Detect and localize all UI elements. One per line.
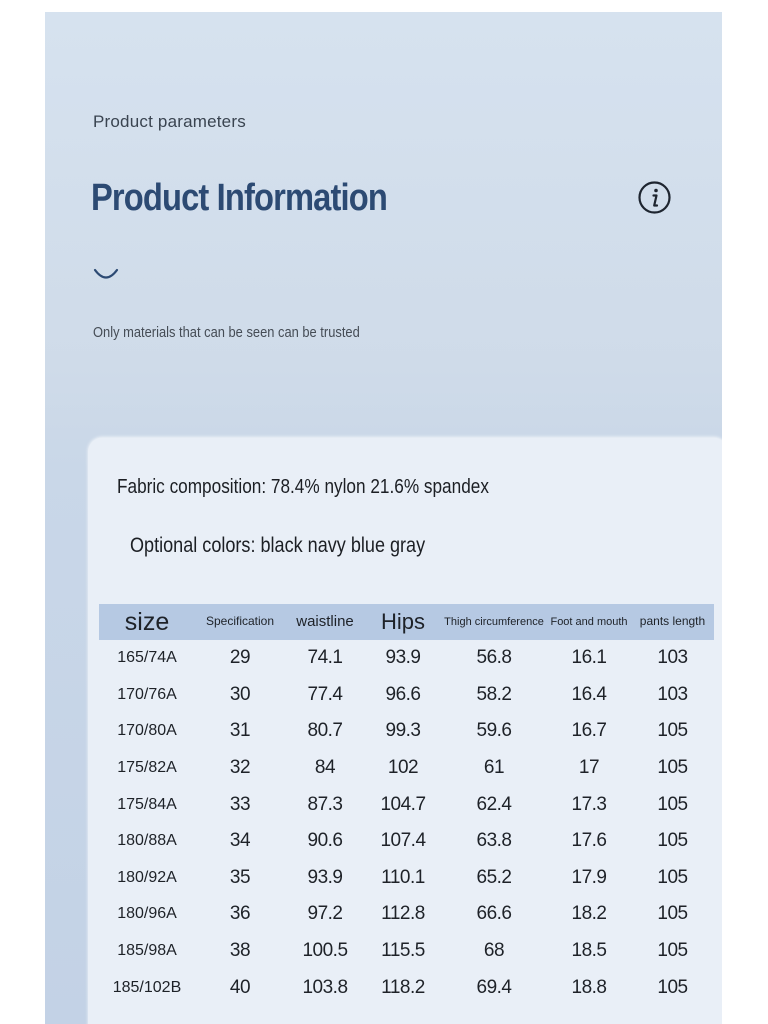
table-cell: 16.7 [571, 720, 607, 742]
table-cell: 180/96A [117, 905, 177, 923]
table-cell: 175/82A [117, 759, 177, 777]
table-cell: 34 [229, 830, 251, 852]
table-cell: 77.4 [307, 683, 343, 705]
table-cell: 18.2 [571, 903, 607, 925]
column-header-pants-length: pants length [639, 614, 706, 629]
table-cell: 65.2 [476, 866, 512, 888]
column-header-hips: Hips [380, 609, 425, 635]
table-cell: 105 [657, 757, 688, 779]
column-header-waistline: waistline [296, 613, 354, 631]
table-cell: 185/98A [117, 942, 177, 960]
table-cell: 56.8 [476, 647, 512, 669]
table-header-row [99, 604, 714, 640]
table-row [99, 933, 714, 970]
table-cell: 40 [229, 976, 251, 998]
table-row [99, 677, 714, 714]
table-cell: 33 [229, 793, 251, 815]
table-cell: 104.7 [380, 793, 426, 815]
table-row [99, 969, 714, 1006]
info-icon [638, 181, 671, 214]
table-cell: 105 [657, 793, 688, 815]
section-kicker: Product parameters [93, 112, 246, 131]
table-cell: 74.1 [307, 647, 343, 669]
spec-card [88, 438, 722, 1024]
table-cell: 30 [229, 683, 251, 705]
table-cell: 105 [657, 976, 688, 998]
table-cell: 18.5 [571, 940, 607, 962]
table-cell: 58.2 [476, 683, 512, 705]
table-cell: 105 [657, 830, 688, 852]
table-cell: 17.9 [571, 866, 607, 888]
table-cell: 66.6 [476, 903, 512, 925]
table-cell: 93.9 [307, 866, 343, 888]
table-cell: 103 [657, 647, 688, 669]
table-cell: 103 [657, 683, 688, 705]
table-row [99, 823, 714, 860]
table-cell: 170/80A [117, 722, 177, 740]
table-cell: 38 [229, 940, 251, 962]
table-cell: 105 [657, 720, 688, 742]
product-info-panel [45, 12, 722, 1024]
table-row [99, 713, 714, 750]
table-cell: 35 [229, 866, 251, 888]
tagline: Only materials that can be seen can be trusted [93, 324, 360, 341]
page-title: Product Information [91, 177, 387, 219]
table-row [99, 786, 714, 823]
table-cell: 175/84A [117, 795, 177, 813]
table-cell: 99.3 [385, 720, 421, 742]
table-row [99, 860, 714, 897]
table-cell: 69.4 [476, 976, 512, 998]
table-cell: 62.4 [476, 793, 512, 815]
table-cell: 31 [229, 720, 251, 742]
size-table [99, 604, 714, 1006]
fabric-composition: Fabric composition: 78.4% nylon 21.6% spandex [117, 476, 489, 498]
table-cell: 87.3 [307, 793, 343, 815]
table-cell: 115.5 [381, 940, 425, 962]
table-cell: 103.8 [302, 976, 348, 998]
table-cell: 59.6 [476, 720, 512, 742]
column-header-foot-mouth: Foot and mouth [550, 615, 628, 628]
table-row [99, 640, 714, 677]
table-row [99, 896, 714, 933]
table-cell: 16.4 [571, 683, 607, 705]
table-cell: 29 [229, 647, 251, 669]
table-cell: 17.3 [571, 793, 607, 815]
table-cell: 180/92A [117, 868, 177, 886]
table-cell: 61 [483, 757, 505, 779]
table-cell: 118.2 [381, 976, 425, 998]
table-cell: 170/76A [117, 685, 177, 703]
smile-curve-icon [93, 267, 119, 285]
column-header-specification: Specification [205, 614, 275, 629]
table-cell: 105 [657, 940, 688, 962]
table-cell: 80.7 [307, 720, 343, 742]
table-cell: 107.4 [380, 830, 426, 852]
table-cell: 36 [229, 903, 251, 925]
table-cell: 18.8 [571, 976, 607, 998]
table-cell: 16.1 [571, 647, 607, 669]
table-cell: 63.8 [476, 830, 512, 852]
table-cell: 96.6 [385, 683, 421, 705]
table-cell: 90.6 [307, 830, 343, 852]
table-cell: 185/102B [112, 978, 182, 996]
table-cell: 110.1 [381, 866, 425, 888]
table-cell: 180/88A [117, 832, 177, 850]
table-cell: 17 [578, 757, 600, 779]
table-cell: 32 [229, 757, 251, 779]
table-cell: 97.2 [307, 903, 343, 925]
column-header-size: size [124, 607, 170, 636]
table-cell: 84 [314, 757, 336, 779]
optional-colors: Optional colors: black navy blue gray [130, 534, 426, 557]
table-cell: 17.6 [571, 830, 607, 852]
table-row [99, 750, 714, 787]
table-cell: 105 [657, 866, 688, 888]
table-cell: 68 [483, 940, 505, 962]
table-cell: 112.8 [381, 903, 425, 925]
table-cell: 93.9 [385, 647, 421, 669]
table-cell: 105 [657, 903, 688, 925]
column-header-thigh: Thigh circumference [444, 615, 544, 628]
table-cell: 102 [387, 757, 419, 779]
table-cell: 100.5 [302, 940, 348, 962]
table-cell: 165/74A [117, 649, 177, 667]
